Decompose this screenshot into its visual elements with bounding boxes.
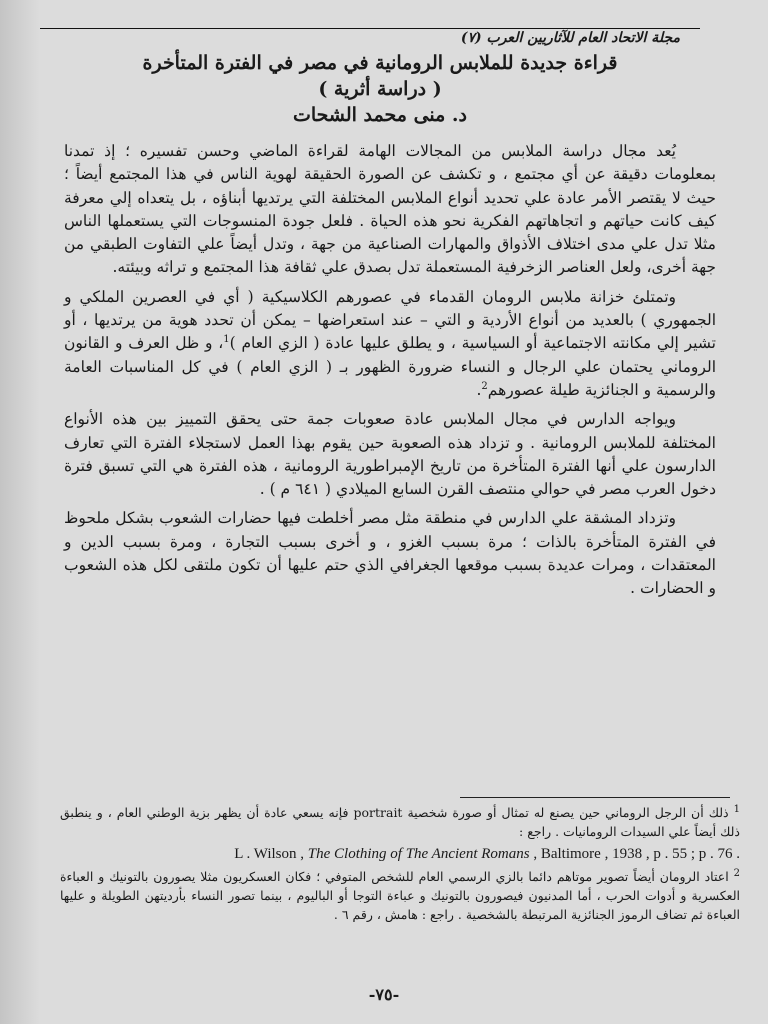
page-number: -٧٥- <box>368 985 400 1004</box>
footnote-ref-1: 1 <box>223 334 230 346</box>
page-edge-shadow <box>0 0 40 1024</box>
footnote-1-reference <box>60 843 740 865</box>
reference-author: L . Wilson , <box>234 846 305 862</box>
article-subtitle: ( دراسة أثرية ) <box>318 78 442 100</box>
paragraph-2-part-a: وتمتلئ خزانة ملابس الرومان القدماء في عصورهم الكلاسيكية ( أي في العصرين الملكي و الجمهوري ) بالعديد من أنواع الأردية و التي – عند استعراضها – يمكن أن تحدد هوية من يرتديها ، أو تشير إلي مكانته الاجتماعية أو السياسية ، و يطلق عليها عادة ( الزي العام ) <box>64 287 716 353</box>
footnote-2-text: اعتاد الرومان أيضاً تصوير موتاهم دائما بالزي الرسمي العام للشخص المتوفي ؛ فكان العسكريون مثلا يصورون بالتونيك و العباءة العكسرية و أدوات الحرب ، أما المدنيون فيصورون بالتونيك و عباءة التوجا أو الباليوم ، بينما تصور النساء بأرديتهن الطويلة و عليها العباءة ثم تضاف الرموز الجنائزية المرتبطة بالشخصية . راجع : هامش ، رقم ٦ . <box>60 869 740 922</box>
paragraph-4: وتزداد المشقة علي الدارس في منطقة مثل مصر أخلطت فيها حضارات الشعوب بشكل ملحوظ في الفترة المتأخرة بالذات ؛ مرة بسبب الغزو ، و أخرى بسبب التجارة ، ومرة بسبب الدين و المعتقدات ، ومرات عديدة بسبب موقعها الجغرافي الذي حتم عليها أن تكون ملتقى لكل هذه الشعوب و الحضارات . <box>64 509 716 598</box>
reference-details: , Baltimore , 1938 , p . 55 ; p . 76 . <box>533 846 740 862</box>
paragraph-2-part-b: ، و ظل العرف و القانون الروماني يحتمان علي الرجال و النساء ضرورة الظهور بـ ( الزي العام ) في كل المناسبات العامة والرسمية و الجنائزية طيلة عصورهم <box>64 334 716 399</box>
paragraph-2: وتمتلئ خزانة ملابس الرومان القدماء في عصورهم الكلاسيكية ( أي في العصرين الملكي و الجمهوري ) بالعديد من أنواع الأردية و التي – عند استعراضها – يمكن أن تحدد هوية من يرتديها ، أو تشير إلي مكانته الاجتماعية أو السياسية ، و يطلق عليها عادة ( الزي العام )$^1$، و ظل العرف و القانون الروماني يحتمان علي الرجال و النساء ضرورة الظهور بـ ( الزي العام ) في كل المناسبات العامة والرسمية و الجنائزية طيلة عصورهم$^2$. <box>64 287 716 399</box>
journal-title: مجلة الاتحاد العام للآثاريين العرب (٧) <box>460 30 680 46</box>
article-title-block <box>60 50 700 128</box>
footnote-2 <box>60 867 740 924</box>
article-body <box>64 140 716 607</box>
article-title: قراءة جديدة للملابس الرومانية في مصر في الفترة المتأخرة <box>142 52 618 74</box>
footnotes <box>60 803 740 926</box>
footnote-separator <box>460 797 730 798</box>
paragraph-3: ويواجه الدارس في مجال الملابس عادة صعوبات جمة حتى يحقق التمييز بين هذه الأنواع المختلفة للملابس الرومانية . و تزداد هذه الصعوبة حين يقوم بهذا العمل لاستجلاء الفترة التي تعارف الدارسون علي أنها الفترة المتأخرة من تاريخ الإمبراطورية الرومانية ، هذه الفترة هي التي تسبق فترة دخول العرب مصر في حوالي منتصف القرن السابع الميلادي ( ٦٤١ م ) . <box>64 410 716 499</box>
footnote-1-text: ذلك أن الرجل الروماني حين يصنع له تمثال أو صورة شخصية portrait فإنه يسعي عادة أن يظهر بزية الوطني العام ، و ينطبق ذلك أيضاً علي السيدات الرومانيات . راجع : <box>60 805 740 839</box>
footnote-1-mark: 1 <box>733 803 740 815</box>
header-rule <box>40 28 700 29</box>
reference-title: The Clothing of The Ancient Romans <box>307 846 530 862</box>
footnote-ref-2: 2 <box>481 380 488 392</box>
footnote-1 <box>60 803 740 841</box>
article-author: د. منى محمد الشحات <box>292 104 468 126</box>
footnote-2-mark: 2 <box>733 867 740 879</box>
paragraph-1: يُعد مجال دراسة الملابس من المجالات الهامة لقراءة الماضي وحسن تفسيره ؛ إذ تمدنا بمعلومات دقيقة عن أي مجتمع ، و تكشف عن الصورة الحقيقة لهوية الناس في هذا المجتمع أيضاً ؛ حيث لا يقتصر الأمر عادة علي تحديد أنواع الملابس المختلفة التي يرتديها أبناؤه ، بل يتعداه إلي معرفة كيف كانت حياتهم و اتجاهاتهم الفكرية نحو هذه الحياة . فلعل جودة المنسوجات التي يستعملها الناس مثلا تدل علي مدى اختلاف الأذواق والمهارات الصناعية من جهة ، وتدل أيضاً علي التفاوت الطبقي من جهة أخرى، ولعل العناصر الزخرفية المستعملة تدل بصدق علي ثقافة هذا المجتمع و تراثه وبيئته. <box>64 142 716 277</box>
